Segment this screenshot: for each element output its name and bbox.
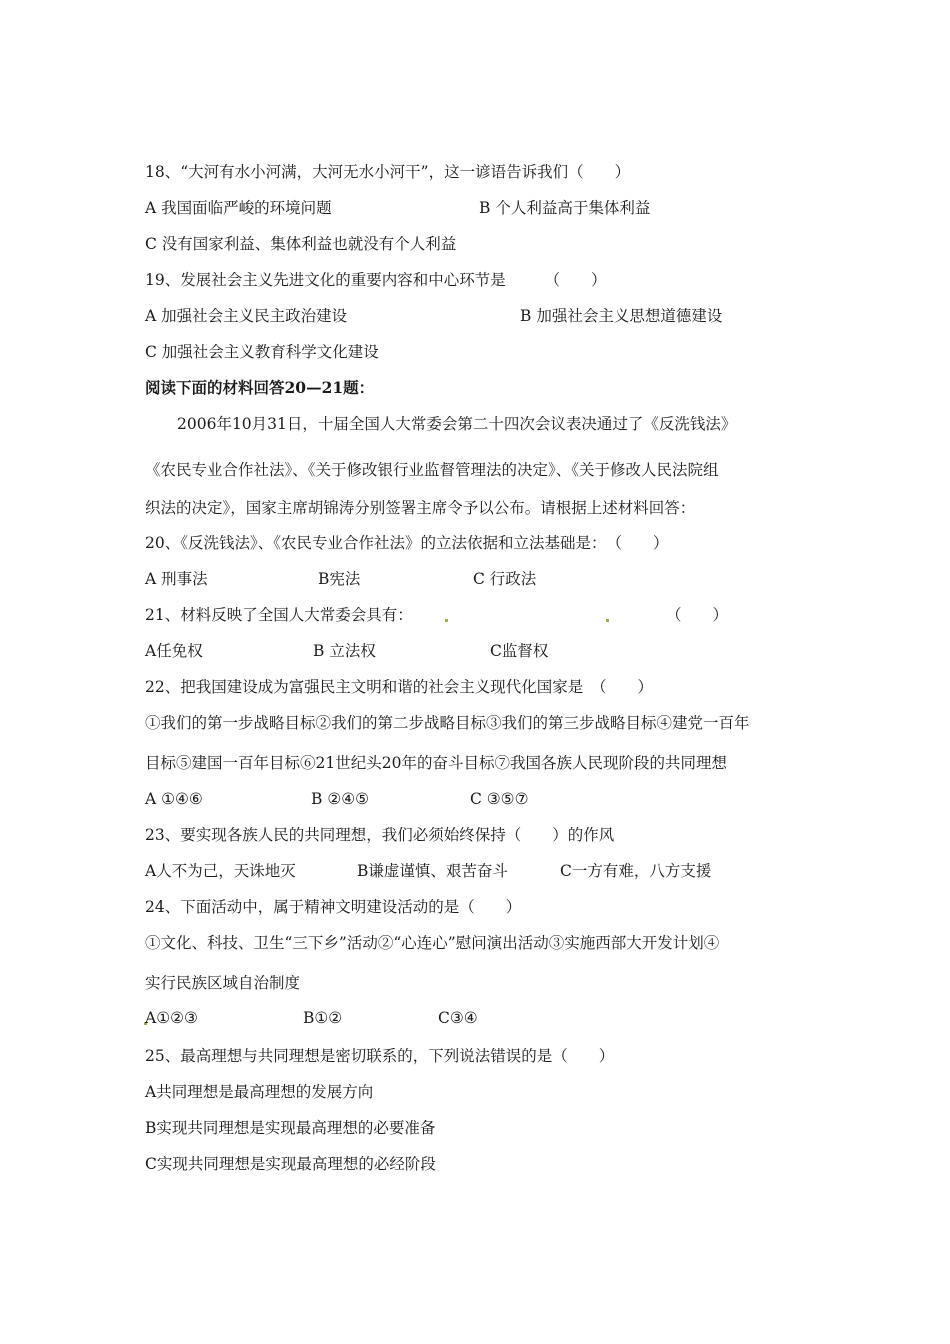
q22-stem: 22、把我国建设成为富强民主文明和谐的社会主义现代化国家是 （ ） [145, 678, 653, 696]
speck-mark [445, 619, 448, 622]
reading-line-3: 织法的决定》，国家主席胡锦涛分别签署主席令予以公布。请根据上述材料回答： [145, 499, 696, 517]
q19-option-c: C 加强社会主义教育科学文化建设 [145, 343, 379, 361]
q20-option-a: A 刑事法 [145, 570, 208, 588]
q21-stem: 21、材料反映了全国人大常委会具有： [145, 606, 413, 624]
q24-stem: 24、下面活动中，属于精神文明建设活动的是（ ） [145, 898, 522, 916]
reading-line-1: 2006年10月31日，十届全国人大常委会第二十四次会议表决通过了《反洗钱法》 [177, 415, 737, 433]
q23-option-b: B谦虚谨慎、艰苦奋斗 [357, 862, 508, 880]
q25-stem: 25、最高理想与共同理想是密切联系的，下列说法错误的是（ ） [145, 1047, 615, 1065]
q25-option-c: C实现共同理想是实现最高理想的必经阶段 [145, 1155, 436, 1173]
q20-option-c: C 行政法 [473, 570, 537, 588]
q23-option-c: C一方有难，八方支援 [560, 862, 712, 880]
q19-stem: 19、发展社会主义先进文化的重要内容和中心环节是 （ ） [145, 271, 607, 289]
q22-statement-line-2: 目标⑤建国一百年目标⑥21世纪头20年的奋斗目标⑦我国各族人民现阶段的共同理想 [145, 754, 727, 772]
speck-mark [606, 619, 609, 622]
q20-option-b: B宪法 [318, 570, 361, 588]
q22-option-b: B ②④⑤ [311, 790, 370, 808]
reading-line-2: 《农民专业合作社法》、《关于修改银行业监督管理法的决定》、《关于修改人民法院组 [145, 461, 719, 479]
q19-option-a: A 加强社会主义民主政治建设 [145, 307, 348, 325]
q22-option-a: A ①④⑥ [145, 790, 203, 808]
q24-option-c: C③④ [438, 1009, 478, 1027]
q25-option-b: B实现共同理想是实现最高理想的必要准备 [145, 1119, 436, 1137]
q18-stem: 18、“大河有水小河满，大河无水小河干”，这一谚语告诉我们（ ） [145, 163, 631, 181]
q22-statement-line-1: ①我们的第一步战略目标②我们的第二步战略目标③我们的第三步战略目标④建党一百年 [145, 714, 750, 732]
q24-option-a: A①②③ [145, 1009, 198, 1027]
q21-answer-paren: （ ） [666, 606, 729, 624]
q21-option-a: A任免权 [145, 642, 203, 660]
q24-statement-line-1: ①文化、科技、卫生“三下乡”活动②“心连心”慰问演出活动③实施西部大开发计划④ [145, 934, 720, 952]
reading-heading: 阅读下面的材料回答20—21题： [145, 378, 375, 397]
q20-stem: 20、《反洗钱法》、《农民专业合作社法》的立法依据和立法基础是： （ ） [145, 534, 669, 552]
q23-stem: 23、要实现各族人民的共同理想，我们必须始终保持（ ）的作风 [145, 826, 615, 844]
q24-option-b: B①② [303, 1009, 343, 1027]
q18-option-c: C 没有国家利益、集体利益也就没有个人利益 [145, 235, 457, 253]
q24-statement-line-2: 实行民族区域自治制度 [145, 974, 301, 992]
q18-option-a: A 我国面临严峻的环境问题 [145, 199, 332, 217]
q18-option-b: B 个人利益高于集体利益 [479, 199, 651, 217]
q23-option-a: A人不为己，天诛地灭 [145, 862, 296, 880]
q25-option-a: A共同理想是最高理想的发展方向 [145, 1083, 374, 1101]
q22-option-c: C ③⑤⑦ [470, 790, 529, 808]
q19-option-b: B 加强社会主义思想道德建设 [520, 307, 723, 325]
q21-option-b: B 立法权 [313, 642, 376, 660]
q21-option-c: C监督权 [490, 642, 549, 660]
